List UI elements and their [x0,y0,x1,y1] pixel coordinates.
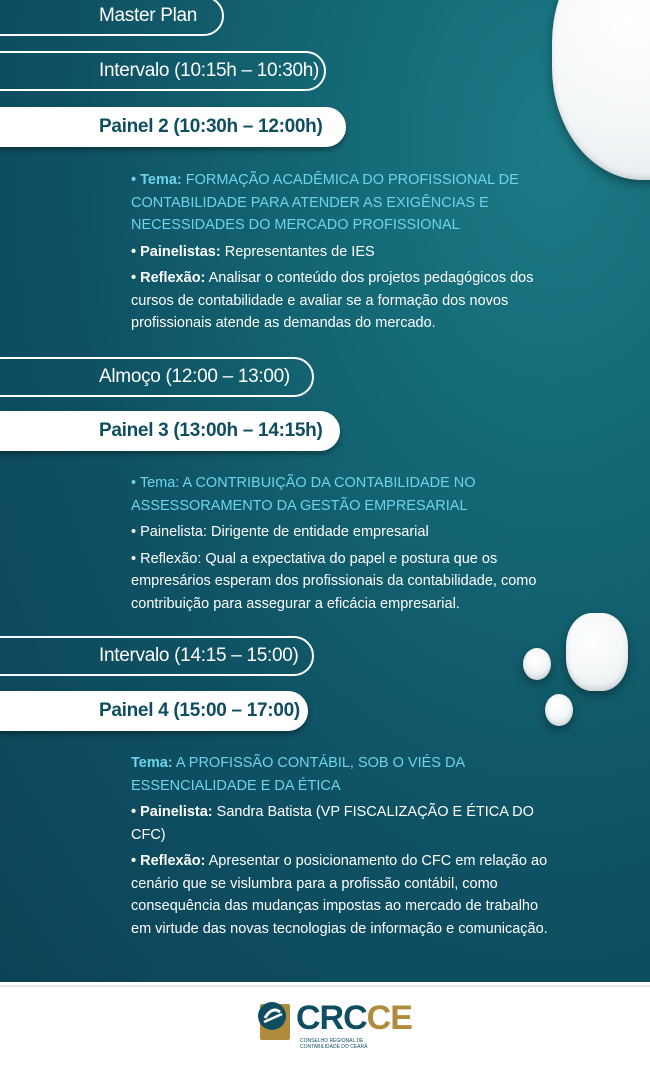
schedule-item-painel-2 [0,107,346,147]
decorative-bubble-small [523,648,551,680]
schedule-label: Painel 4 (15:00 – 17:00) [99,700,300,721]
logo-wordmark: CRCCE [296,999,412,1037]
panel-4-reflexao: • Reflexão: Apresentar o posicionamento do CFC em relação ao cenário que se vislumbra para a profissão contábil, como consequência das mudanças impostas ao mercado de trabalho em virtude das novas tecnologias de informação e comunicação. [131,853,548,937]
panel-2-painelistas: • Painelistas: Representantes de IES [131,243,375,260]
schedule-label: Painel 3 (13:00h – 14:15h) [99,420,323,441]
schedule-label: Intervalo (14:15 – 15:00) [99,645,299,666]
schedule-item-painel-3 [0,411,340,451]
decorative-bubble-medium [566,613,628,691]
schedule-item-painel-4 [0,691,308,731]
logo-subtitle: CONSELHO REGIONAL DE CONTABILIDADE DO CEARÁ [300,1038,368,1050]
schedule-item-intervalo-1 [0,51,326,91]
schedule-label: Intervalo (10:15h – 10:30h) [99,60,320,81]
schedule-label: Painel 2 (10:30h – 12:00h) [99,116,323,137]
panel-4-tema: Tema: A PROFISSÃO CONTÁBIL, SOB O VIÉS DA ESSENCIALIDADE E DA ÉTICA [131,755,465,794]
panel-2-details [131,169,551,339]
schedule-item-almoco [0,357,314,397]
panel-2-tema: • Tema: FORMAÇÃO ACADÊMICA DO PROFISSIONAL DE CONTABILIDADE PARA ATENDER AS EXIGÊNCIAS E NECESSIDADES DO MERCADO PROFISSIONAL [131,172,519,233]
panel-3-painelista: • Painelista: Dirigente de entidade empresarial [131,524,429,540]
schedule-label: Almoço (12:00 – 13:00) [99,366,290,387]
schedule-label: Master Plan [99,5,198,26]
crcce-logo [256,996,412,1058]
decorative-bubble-large [552,0,650,180]
panel-3-tema: • Tema: A CONTRIBUIÇÃO DA CONTABILIDADE NO ASSESSORAMENTO DA GESTÃO EMPRESARIAL [131,475,476,514]
panel-2-reflexao: • Reflexão: Analisar o conteúdo dos projetos pedagógicos dos cursos de contabilidade e avaliar se a formação dos novos profissionais atende as demandas do mercado. [131,270,534,331]
panel-4-painelista: • Painelista: Sandra Batista (VP FISCALIZAÇÃO E ÉTICA DO CFC) [131,804,534,843]
schedule-item-intervalo-2 [0,636,314,676]
panel-3-reflexao: • Reflexão: Qual a expectativa do papel e postura que os empresários esperam dos profissionais da contabilidade, como contribuição para assegurar a eficácia empresarial. [131,550,537,612]
footer-divider [0,985,650,987]
crcce-emblem-icon [256,996,292,1042]
panel-4-details [131,752,551,944]
panel-3-details [131,472,551,619]
decorative-bubble-small [545,694,573,726]
schedule-item-master-plan [0,0,224,36]
